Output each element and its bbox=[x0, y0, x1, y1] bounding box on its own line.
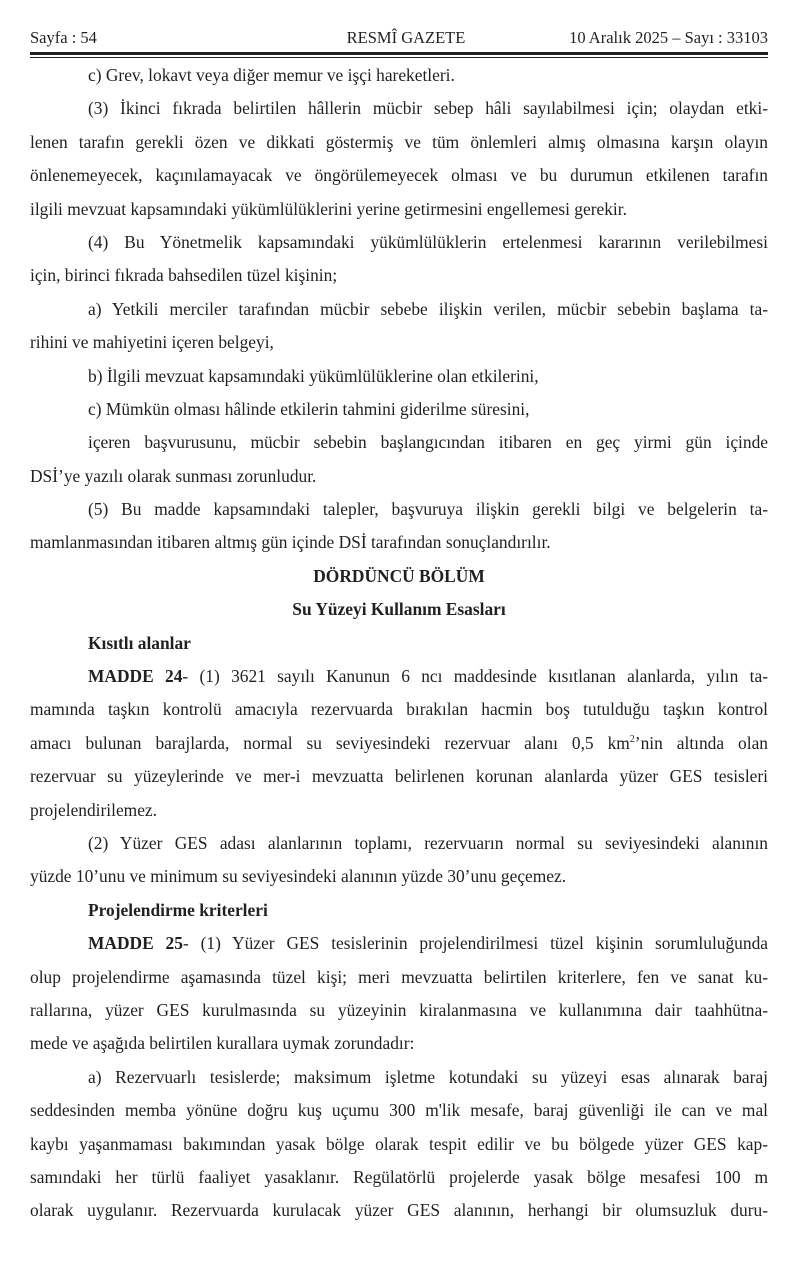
text-line: (2) Yüzer GES adası alanlarının toplamı, rezervuarın normal su seviyesindeki alanının bbox=[88, 832, 768, 853]
text-line: olup projelendirme aşamasında tüzel kişi; meri mevzuatta belirtilen kriterlere, fen ve sanat ku- bbox=[30, 966, 768, 987]
header-rule-thin bbox=[30, 57, 768, 58]
article-24-heading: Kısıtlı alanlar bbox=[88, 632, 191, 653]
text-segment: ’nin altında olan bbox=[634, 732, 768, 753]
page-number: Sayfa : 54 bbox=[30, 28, 97, 47]
text-line: projelendirilemez. bbox=[30, 799, 157, 820]
text-line: samındaki her türlü faaliyet yasaklanır. Regülatörlü projelerde yasak bölge mesafesi 100 m bbox=[30, 1166, 768, 1187]
text-line: (3) İkinci fıkrada belirtilen hâllerin mücbir sebep hâli sayılabilmesi için; olaydan etki- bbox=[88, 98, 768, 119]
text-line: a) Rezervuarlı tesislerde; maksimum işletme kotundaki su yüzeyi esas alınarak baraj bbox=[88, 1066, 768, 1087]
text-line: mamında taşkın kontrolü amacıyla rezervuarda bırakılan hacmin boş tutulduğu taşkın kontrol bbox=[30, 699, 768, 720]
article-25-heading: Projelendirme kriterleri bbox=[88, 899, 268, 920]
text-line: mamlanmasından itibaren altmış gün içinde DSİ tarafından sonuçlandırılır. bbox=[30, 532, 551, 553]
text-line: (4) Bu Yönetmelik kapsamındaki yükümlülüklerin ertelenmesi kararının verilebilmesi bbox=[88, 231, 768, 252]
text-line: a) Yetkili merciler tarafından mücbir sebebe ilişkin verilen, mücbir sebebin başlama ta- bbox=[88, 298, 768, 319]
text-line: c) Mümkün olması hâlinde etkilerin tahmini giderilme süresini, bbox=[88, 398, 530, 419]
text-line: rihini ve mahiyetini içeren belgeyi, bbox=[30, 332, 274, 353]
text-line: mede ve aşağıda belirtilen kurallara uymak zorundadır: bbox=[30, 1033, 415, 1054]
issue-date: 10 Aralık 2025 – Sayı : 33103 bbox=[569, 28, 768, 47]
document-body bbox=[30, 59, 768, 1228]
article-25-label: MADDE 25 bbox=[88, 933, 183, 954]
superscript: 2 bbox=[629, 733, 635, 745]
gazette-title: RESMÎ GAZETE bbox=[346, 28, 466, 47]
text-line: için, birinci fıkrada bahsedilen tüzel kişinin; bbox=[30, 265, 338, 286]
text-line: b) İlgili mevzuat kapsamındaki yükümlülüklerine olan etkilerini, bbox=[88, 365, 539, 386]
text-line: (5) Bu madde kapsamındaki talepler, başvuruya ilişkin gerekli bilgi ve belgelerin ta- bbox=[88, 499, 768, 520]
text-segment: amacı bulunan barajlarda, normal su seviyesindeki rezervuar alanı 0,5 km bbox=[30, 732, 630, 753]
text-line: DSİ’ye yazılı olarak sunması zorunludur. bbox=[30, 465, 317, 486]
chapter-heading: DÖRDÜNCÜ BÖLÜM bbox=[313, 565, 485, 586]
article-25-first-line bbox=[30, 927, 768, 960]
article-24-label: MADDE 24 bbox=[88, 666, 183, 687]
text-line: içeren başvurusunu, mücbir sebebin başlangıcından itibaren en geç yirmi gün içinde bbox=[88, 432, 768, 453]
text-line: önlenemeyecek, kaçınılamayacak ve öngörülemeyecek olması ve bu durumun etkilenen tarafın bbox=[30, 165, 768, 186]
text-line: olarak uygulanır. Rezervuarda kurulacak yüzer GES alanının, herhangi bir olumsuzluk duru- bbox=[30, 1200, 768, 1221]
article-24-first-line bbox=[30, 660, 768, 693]
header-rule-thick bbox=[30, 52, 768, 55]
text-line: seddesinden memba yönüne doğru kuş uçumu 300 m'lik mesafe, baraj güvenliği ile can ve mal bbox=[30, 1100, 768, 1121]
text-line: lenen tarafın gerekli özen ve dikkati göstermiş ve tüm önlemleri almış olmasına karşın olayın bbox=[30, 131, 768, 152]
text-line: rezervuar su yüzeylerinde ve mer-i mevzuatta belirlenen korunan alanlarda yüzer GES tesisleri bbox=[30, 766, 768, 787]
text-line-with-superscript bbox=[30, 727, 768, 760]
chapter-title: Su Yüzeyi Kullanım Esasları bbox=[292, 599, 506, 620]
article-24-text: - (1) 3621 sayılı Kanunun 6 ncı maddesinde kısıtlanan alanlarda, yılın ta- bbox=[182, 666, 768, 687]
page-header bbox=[30, 28, 768, 50]
text-line: kaybı yaşanmaması bakımından yasak bölge olarak tespit edilir ve bu bölgede yüzer GES kap- bbox=[30, 1133, 768, 1154]
text-line: ilgili mevzuat kapsamındaki yükümlülüklerini yerine getirmesini engellemesi gerekir. bbox=[30, 198, 627, 219]
text-line: rallarına, yüzer GES kurulmasında su yüzeyinin kiralanmasına ve kullanımına dair taahhütna- bbox=[30, 999, 768, 1020]
text-line: yüzde 10’unu ve minimum su seviyesindeki alanının yüzde 30’unu geçemez. bbox=[30, 866, 567, 887]
text-line: c) Grev, lokavt veya diğer memur ve işçi hareketleri. bbox=[88, 65, 455, 85]
article-25-text: - (1) Yüzer GES tesislerinin projelendirilmesi tüzel kişinin sorumluluğunda bbox=[182, 933, 768, 954]
